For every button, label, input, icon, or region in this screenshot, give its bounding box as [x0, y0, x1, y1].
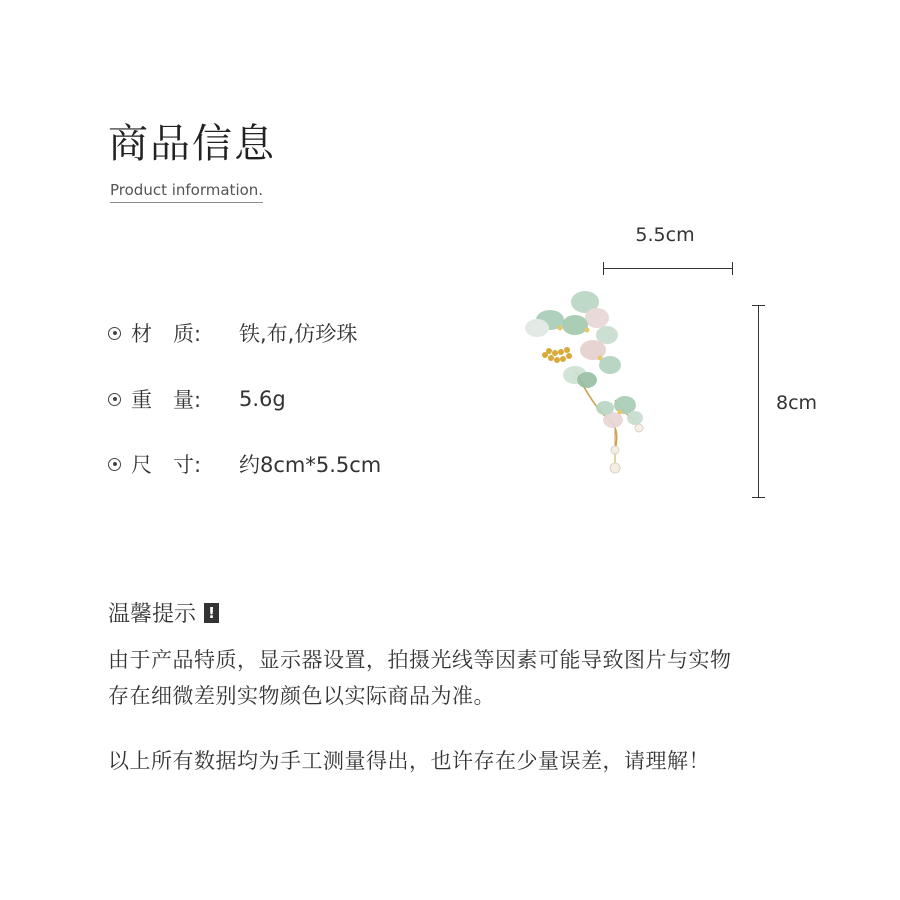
- spec-row-size: [108, 449, 381, 479]
- page-subtitle: Product information.: [110, 180, 263, 203]
- spec-row-material: [108, 318, 357, 348]
- spec-label: 尺 寸:: [131, 453, 202, 477]
- width-dimension-tick: [603, 262, 604, 275]
- bullet-icon: [108, 393, 121, 406]
- spec-value: 铁,布,仿珍珠: [239, 322, 358, 346]
- spec-row-weight: [108, 384, 286, 414]
- height-dimension-tick: [752, 305, 765, 306]
- width-dimension-tick: [732, 262, 733, 275]
- bullet-icon: [108, 458, 121, 471]
- exclamation-icon: !: [204, 603, 219, 623]
- notice-title: [108, 597, 219, 628]
- height-dimension-label: 8cm: [776, 392, 818, 414]
- spec-value: 5.6g: [239, 387, 286, 411]
- notice-line-2: 存在细微差别实物颜色以实际商品为准。: [108, 684, 495, 708]
- height-dimension-tick: [752, 497, 765, 498]
- height-dimension-line: [758, 305, 759, 498]
- spec-label: 重 量:: [131, 388, 202, 412]
- spec-label: 材 质:: [131, 322, 202, 346]
- notice-line-3: 以上所有数据均为手工测量得出，也许存在少量误差，请理解！: [108, 749, 710, 773]
- notice-line-1: 由于产品特质，显示器设置，拍摄光线等因素可能导致图片与实物: [108, 648, 732, 672]
- width-dimension-label: 5.5cm: [635, 224, 695, 246]
- notice-title-text: 温馨提示: [108, 602, 197, 627]
- product-image: [515, 280, 675, 490]
- flower-brooch-illustration: [525, 291, 643, 473]
- page-title: 商品信息: [108, 121, 276, 167]
- bullet-icon: [108, 327, 121, 340]
- width-dimension-line: [603, 268, 733, 269]
- spec-value: 约8cm*5.5cm: [239, 453, 382, 477]
